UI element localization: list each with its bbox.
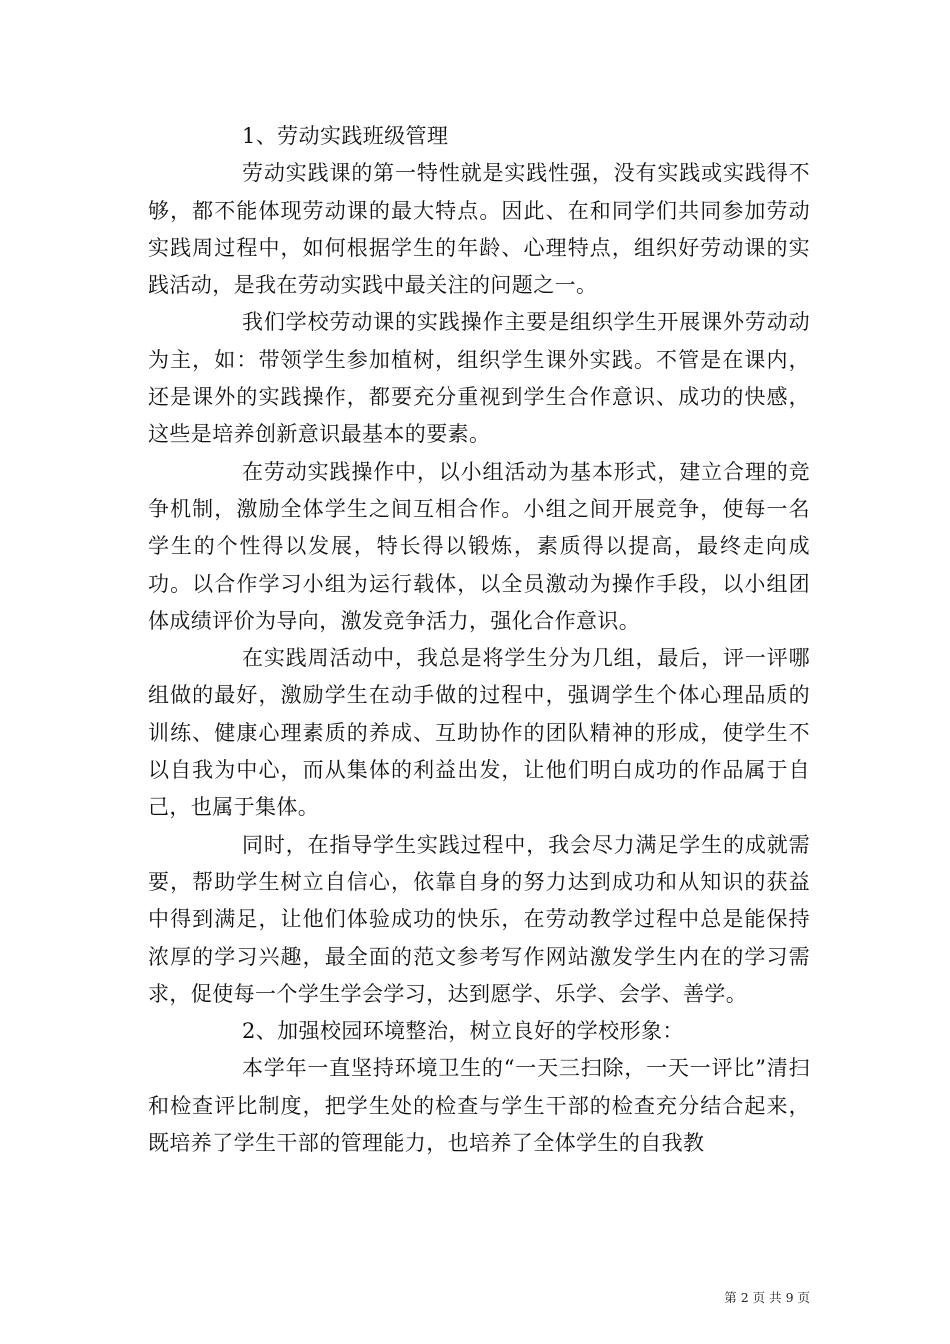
paragraph: 在实践周活动中，我总是将学生分为几组，最后，评一评哪组做的最好，激励学生在动手做的过程中，强调学生个体心理品质的训练、健康心理素质的养成、互助协作的团队精神的形成，使学生不以自我为中心，而从集体的利益出发，让他们明白成功的作品属于自己，也属于集体。 bbox=[148, 646, 810, 820]
page-number: 第 2 页 共 9 页 bbox=[724, 1290, 810, 1305]
paragraph: 在劳动实践操作中，以小组活动为基本形式，建立合理的竞争机制，激励全体学生之间互相合作。小组之间开展竞争，使每一名学生的个性得以发展，特长得以锻炼，素质得以提高，最终走向成功。以合作学习小组为运行载体，以全员激动为操作手段，以小组团体成绩评价为导向，激发竞争活力，强化合作意识。 bbox=[148, 459, 810, 633]
paragraph: 本学年一直坚持环境卫生的“一天三扫除，一天一评比”清扫和检查评比制度，把学生处的检查与学生干部的检查充分结合起来，既培养了学生干部的管理能力，也培养了全体学生的自我教 bbox=[148, 1056, 810, 1156]
document-body bbox=[148, 118, 810, 1162]
paragraph: 劳动实践课的第一特性就是实践性强，没有实践或实践得不够，都不能体现劳动课的最大特点。因此、在和同学们共同参加劳动实践周过程中，如何根据学生的年龄、心理特点，组织好劳动课的实践活动，是我在劳动实践中最关注的问题之一。 bbox=[148, 161, 810, 298]
paragraph: 我们学校劳动课的实践操作主要是组织学生开展课外劳动动为主，如：带领学生参加植树，组织学生课外实践。不管是在课内，还是课外的实践操作，都要充分重视到学生合作意识、成功的快感，这些是培养创新意识最基本的要素。 bbox=[148, 310, 810, 447]
section-heading-1: 1、劳动实践班级管理 bbox=[242, 124, 449, 148]
section-heading-2: 2、加强校园环境整治，树立良好的学校形象： bbox=[242, 1019, 684, 1044]
paragraph: 同时，在指导学生实践过程中，我会尽力满足学生的成就需要，帮助学生树立自信心，依靠自身的努力达到成功和从知识的获益中得到满足，让他们体验成功的快乐，在劳动教学过程中总是能保持浓厚的学习兴趣，最全面的范文参考写作网站激发学生内在的学习需求，促使每一个学生学会学习，达到愿学、乐学、会学、善学。 bbox=[148, 832, 810, 1006]
